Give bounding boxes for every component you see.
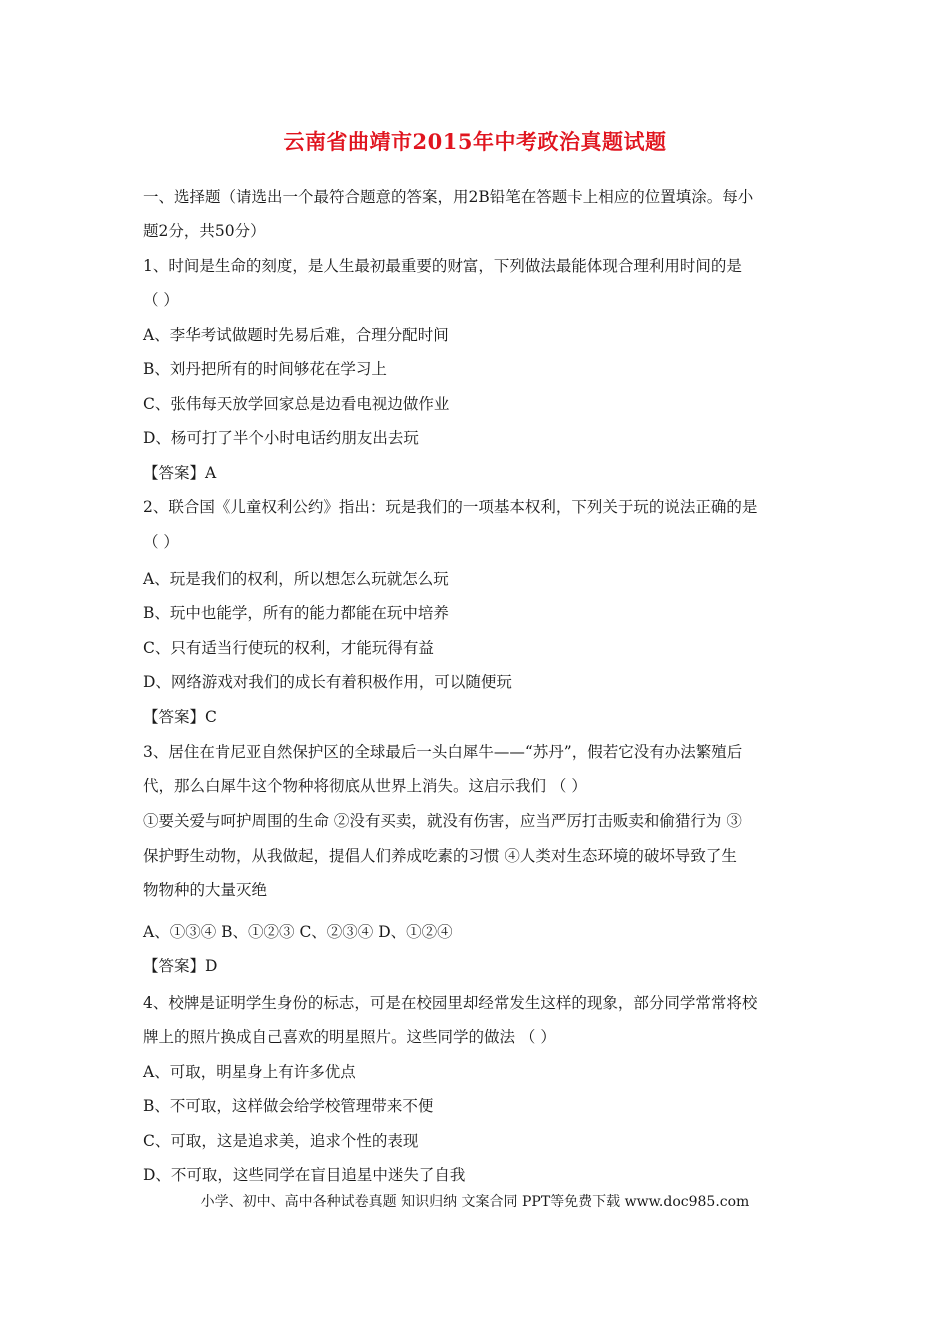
page-footer: 小学、初中、高中各种试卷真题 知识归纳 文案合同 PPT等免费下载 www.doc985.com [200, 1194, 750, 1210]
section-header-line: 题2分，共50分） [143, 222, 266, 240]
question-2-stem: 2、联合国《儿童权利公约》指出：玩是我们的一项基本权利，下列关于玩的说法正确的是 [143, 498, 758, 516]
question-2-blank: （ ） [143, 533, 179, 551]
question-4-option-a: A、可取，明星身上有许多优点 [143, 1063, 356, 1081]
question-3-statements: ①要关爱与呵护周围的生命 ②没有买卖，就没有伤害，应当严厉打击贩卖和偷猎行为 ③ [143, 812, 742, 830]
question-3-answer: 【答案】D [143, 957, 218, 975]
section-header-line: 一、选择题（请选出一个最符合题意的答案，用2B铅笔在答题卡上相应的位置填涂。每小 [143, 188, 754, 206]
question-1-option-b: B、刘丹把所有的时间够花在学习上 [143, 360, 387, 378]
page-title: 云南省曲靖市2015年中考政治真题试题 [283, 129, 667, 154]
question-3-statements: 保护野生动物，从我做起，提倡人们养成吃素的习惯 ④人类对生态环境的破坏导致了生 [143, 847, 737, 865]
question-2-option-d: D、网络游戏对我们的成长有着积极作用，可以随便玩 [143, 673, 512, 691]
question-1-option-a: A、李华考试做题时先易后难，合理分配时间 [143, 326, 449, 344]
question-2-option-b: B、玩中也能学，所有的能力都能在玩中培养 [143, 604, 449, 622]
question-4-option-d: D、不可取，这些同学在盲目追星中迷失了自我 [143, 1166, 466, 1184]
question-2-option-c: C、只有适当行使玩的权利，才能玩得有益 [143, 639, 434, 657]
question-3-statements: 物物种的大量灭绝 [143, 881, 268, 899]
question-4-option-c: C、可取，这是追求美，追求个性的表现 [143, 1132, 419, 1150]
question-2-option-a: A、玩是我们的权利，所以想怎么玩就怎么玩 [143, 570, 449, 588]
question-3-options: A、①③④ B、①②③ C、②③④ D、①②④ [143, 923, 453, 941]
question-4-stem: 4、校牌是证明学生身份的标志，可是在校园里却经常发生这样的现象，部分同学常常将校 [143, 994, 758, 1012]
question-1-answer: 【答案】A [143, 464, 217, 482]
question-2-answer: 【答案】C [143, 708, 217, 726]
question-4-stem: 牌上的照片换成自己喜欢的明星照片。这些同学的做法 （ ） [143, 1028, 556, 1046]
question-4-option-b: B、不可取，这样做会给学校管理带来不便 [143, 1097, 434, 1115]
question-3-stem: 3、居住在肯尼亚自然保护区的全球最后一头白犀牛——“苏丹”，假若它没有办法繁殖后 [143, 743, 743, 761]
question-1-option-c: C、张伟每天放学回家总是边看电视边做作业 [143, 395, 450, 413]
question-1-blank: （ ） [143, 291, 179, 309]
question-3-stem: 代，那么白犀牛这个物种将彻底从世界上消失。这启示我们 （ ） [143, 777, 587, 795]
question-1-option-d: D、杨可打了半个小时电话约朋友出去玩 [143, 429, 419, 447]
question-1-stem: 1、时间是生命的刻度，是人生最初最重要的财富，下列做法最能体现合理利用时间的是 [143, 257, 742, 275]
